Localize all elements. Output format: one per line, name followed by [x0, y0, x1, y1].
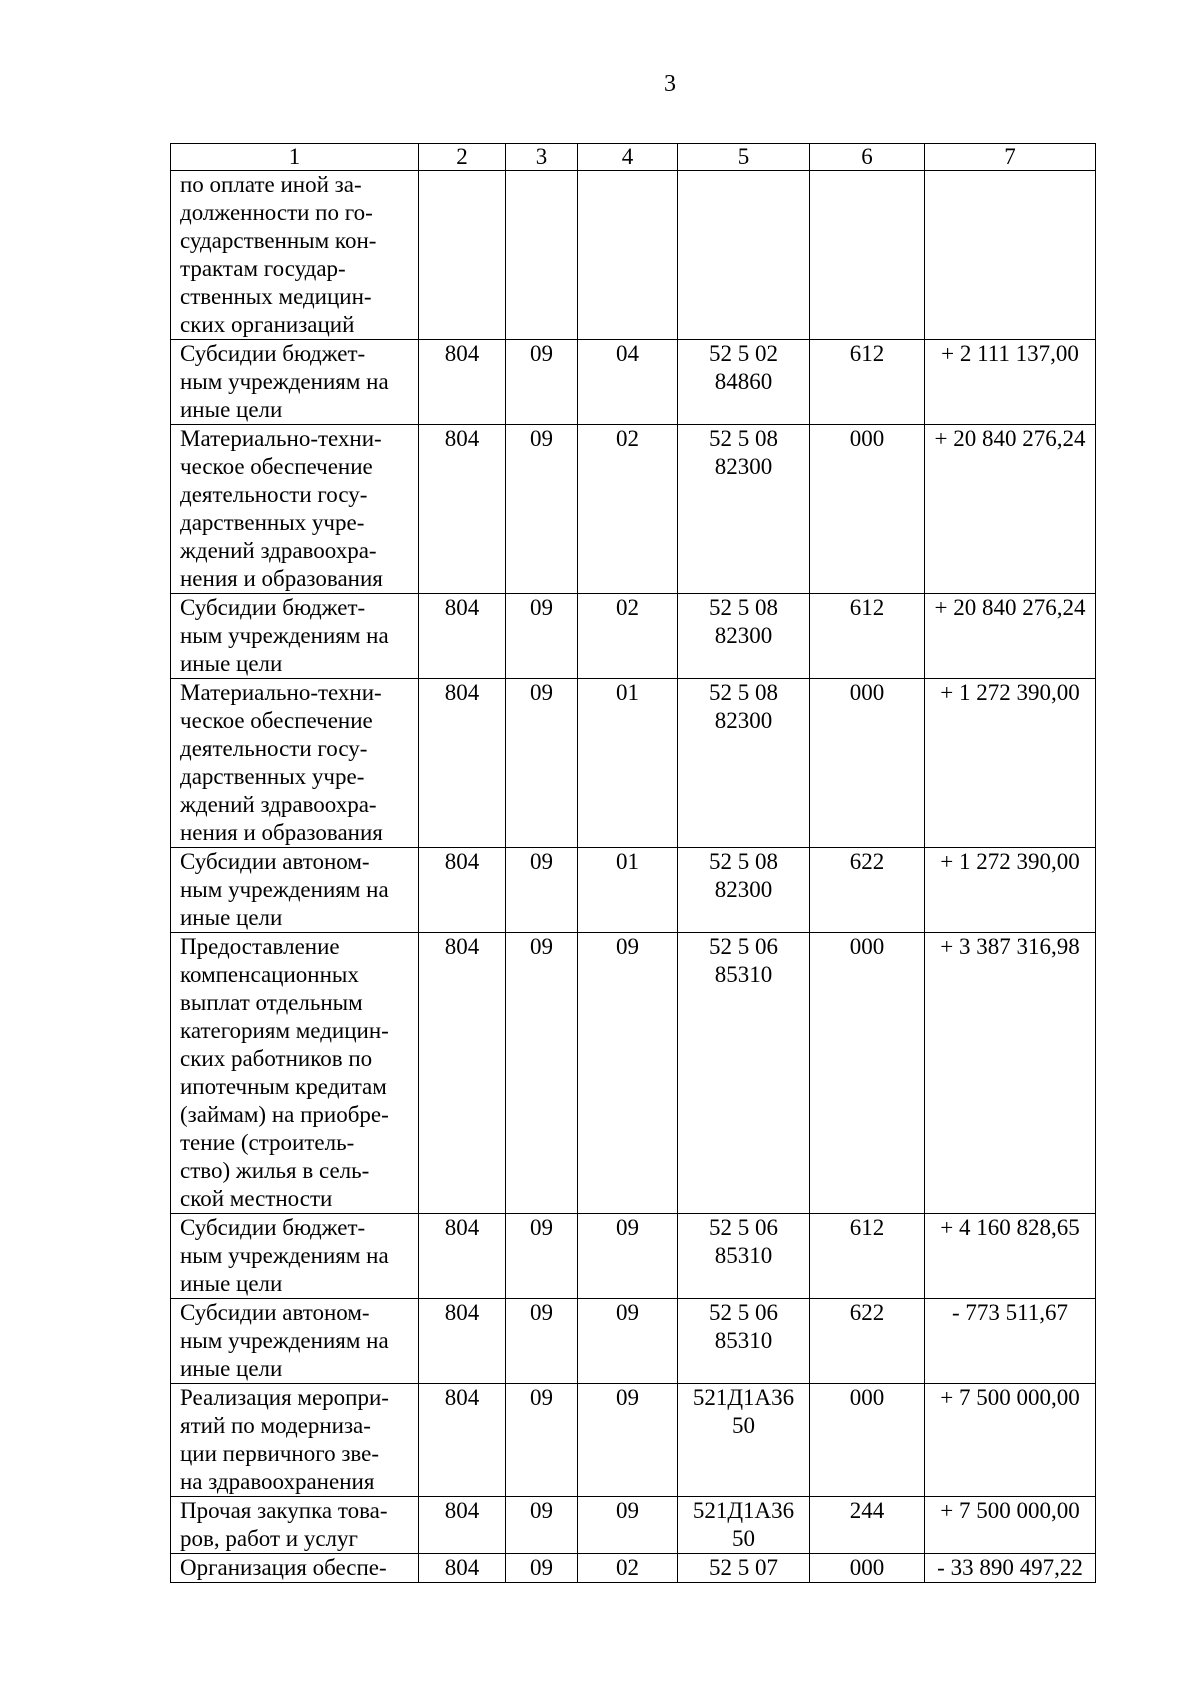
subsection-code: 09: [578, 1299, 678, 1384]
section-code: 09: [506, 425, 578, 594]
column-header: 4: [578, 144, 678, 171]
change-amount: + 1 272 390,00: [925, 679, 1096, 848]
change-amount: + 2 111 137,00: [925, 340, 1096, 425]
expense-type-code: 612: [810, 594, 925, 679]
expense-type-code: 612: [810, 1214, 925, 1299]
row-description: Субсидии бюджет- ным учреждениям на иные цели: [171, 1214, 419, 1299]
subsection-code: 09: [578, 933, 678, 1214]
table-header-row: [171, 144, 1096, 171]
section-code: 09: [506, 1384, 578, 1497]
table-row: [171, 171, 1096, 340]
target-article-code: 52 5 02 84860: [678, 340, 810, 425]
target-article-code: 52 5 08 82300: [678, 594, 810, 679]
target-article-code: 52 5 06 85310: [678, 933, 810, 1214]
table-row: [171, 679, 1096, 848]
table-row: [171, 933, 1096, 1214]
row-description: Субсидии бюджет- ным учреждениям на иные цели: [171, 340, 419, 425]
budget-table: [170, 143, 1096, 1583]
table-body: [171, 171, 1096, 1583]
table-row: [171, 1497, 1096, 1554]
expense-type-code: 000: [810, 425, 925, 594]
target-article-code: 52 5 06 85310: [678, 1299, 810, 1384]
subsection-code: 09: [578, 1214, 678, 1299]
section-code: 09: [506, 679, 578, 848]
column-header: 7: [925, 144, 1096, 171]
page-number: 3: [664, 71, 676, 97]
section-code: 09: [506, 1214, 578, 1299]
expense-type-code: 000: [810, 1554, 925, 1583]
column-header: 2: [419, 144, 506, 171]
ministry-code: 804: [419, 1384, 506, 1497]
change-amount: + 20 840 276,24: [925, 425, 1096, 594]
section-code: 09: [506, 1497, 578, 1554]
column-header: 6: [810, 144, 925, 171]
ministry-code: 804: [419, 340, 506, 425]
table-row: [171, 340, 1096, 425]
section-code: 09: [506, 340, 578, 425]
expense-type-code: 622: [810, 1299, 925, 1384]
row-description: Материально-техни- ческое обеспечение деятельности госу- дарственных учре- ждений здравоохра- нения и образования: [171, 425, 419, 594]
target-article-code: 52 5 08 82300: [678, 679, 810, 848]
subsection-code: [578, 171, 678, 340]
column-header: 5: [678, 144, 810, 171]
row-description: Реализация меропри- ятий по модерниза- ции первичного зве- на здравоохранения: [171, 1384, 419, 1497]
section-code: 09: [506, 848, 578, 933]
table-row: [171, 1214, 1096, 1299]
ministry-code: 804: [419, 933, 506, 1214]
expense-type-code: 612: [810, 340, 925, 425]
subsection-code: 09: [578, 1497, 678, 1554]
column-header: 3: [506, 144, 578, 171]
change-amount: + 20 840 276,24: [925, 594, 1096, 679]
expense-type-code: 000: [810, 933, 925, 1214]
ministry-code: 804: [419, 679, 506, 848]
change-amount: + 1 272 390,00: [925, 848, 1096, 933]
subsection-code: 02: [578, 1554, 678, 1583]
section-code: 09: [506, 594, 578, 679]
target-article-code: 52 5 08 82300: [678, 848, 810, 933]
subsection-code: 09: [578, 1384, 678, 1497]
ministry-code: 804: [419, 1214, 506, 1299]
target-article-code: [678, 171, 810, 340]
section-code: 09: [506, 933, 578, 1214]
table-row: [171, 1384, 1096, 1497]
expense-type-code: 000: [810, 679, 925, 848]
row-description: Субсидии автоном- ным учреждениям на иные цели: [171, 848, 419, 933]
subsection-code: 04: [578, 340, 678, 425]
expense-type-code: 244: [810, 1497, 925, 1554]
section-code: 09: [506, 1299, 578, 1384]
table-row: [171, 594, 1096, 679]
subsection-code: 01: [578, 679, 678, 848]
expense-type-code: 000: [810, 1384, 925, 1497]
ministry-code: 804: [419, 848, 506, 933]
section-code: [506, 171, 578, 340]
table-row: [171, 1554, 1096, 1583]
subsection-code: 02: [578, 594, 678, 679]
subsection-code: 01: [578, 848, 678, 933]
column-header: 1: [171, 144, 419, 171]
change-amount: + 7 500 000,00: [925, 1497, 1096, 1554]
ministry-code: [419, 171, 506, 340]
target-article-code: 52 5 07: [678, 1554, 810, 1583]
row-description: Субсидии бюджет- ным учреждениям на иные цели: [171, 594, 419, 679]
expense-type-code: 622: [810, 848, 925, 933]
target-article-code: 521Д1А36 50: [678, 1384, 810, 1497]
row-description: Материально-техни- ческое обеспечение деятельности госу- дарственных учре- ждений здравоохра- нения и образования: [171, 679, 419, 848]
target-article-code: 52 5 06 85310: [678, 1214, 810, 1299]
change-amount: - 773 511,67: [925, 1299, 1096, 1384]
row-description: по оплате иной за- долженности по го- сударственным кон- трактам государ- ственных медицин- ских организаций: [171, 171, 419, 340]
ministry-code: 804: [419, 594, 506, 679]
ministry-code: 804: [419, 1497, 506, 1554]
ministry-code: 804: [419, 1554, 506, 1583]
subsection-code: 02: [578, 425, 678, 594]
change-amount: - 33 890 497,22: [925, 1554, 1096, 1583]
change-amount: + 4 160 828,65: [925, 1214, 1096, 1299]
ministry-code: 804: [419, 1299, 506, 1384]
change-amount: + 7 500 000,00: [925, 1384, 1096, 1497]
row-description: Предоставление компенсационных выплат отдельным категориям медицин- ских работников по ипотечным кредитам (займам) на приобре- тение (строитель- ство) жилья в сель- ской местности: [171, 933, 419, 1214]
table-row: [171, 1299, 1096, 1384]
row-description: Организация обеспе-: [171, 1554, 419, 1583]
table-row: [171, 425, 1096, 594]
row-description: Прочая закупка това- ров, работ и услуг: [171, 1497, 419, 1554]
target-article-code: 52 5 08 82300: [678, 425, 810, 594]
table-row: [171, 848, 1096, 933]
change-amount: [925, 171, 1096, 340]
section-code: 09: [506, 1554, 578, 1583]
ministry-code: 804: [419, 425, 506, 594]
target-article-code: 521Д1А36 50: [678, 1497, 810, 1554]
expense-type-code: [810, 171, 925, 340]
row-description: Субсидии автоном- ным учреждениям на иные цели: [171, 1299, 419, 1384]
change-amount: + 3 387 316,98: [925, 933, 1096, 1214]
